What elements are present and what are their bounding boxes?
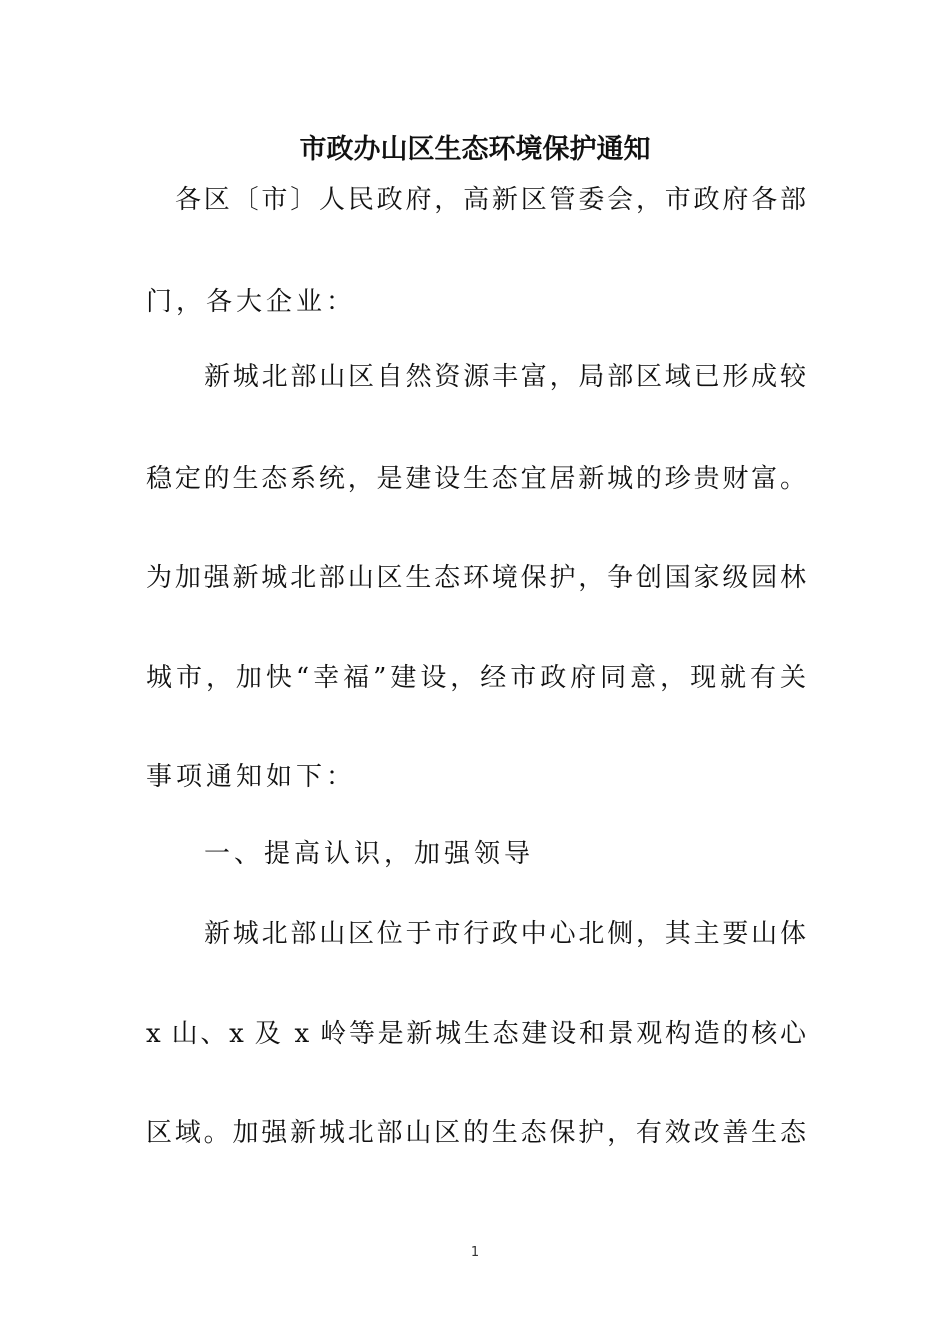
body-line-paragraph-1: 新城北部山区自然资源丰富，局部区域已形成较	[204, 362, 806, 392]
body-line-paragraph-1-cont: 为加强新城北部山区生态环境保护，争创国家级园林	[146, 563, 806, 593]
document-title: 市政办山区生态环境保护通知	[299, 134, 651, 165]
body-line-paragraph-2-cont: x 山、x 及 x 岭等是新城生态建设和景观构造的核心	[146, 1019, 806, 1049]
body-line-paragraph-2: 新城北部山区位于市行政中心北侧，其主要山体	[204, 919, 806, 949]
page-number: 1	[470, 1245, 480, 1260]
body-line-paragraph-1-cont: 事项通知如下：	[146, 762, 357, 792]
section-heading-1: 一、提高认识，加强领导	[204, 839, 535, 869]
body-line-paragraph-1-cont: 城市，加快“幸福”建设，经市政府同意，现就有关	[146, 663, 806, 693]
body-line-addressee-cont: 门，各大企业：	[146, 287, 357, 317]
body-line-addressee: 各区〔市〕人民政府，高新区管委会，市政府各部	[175, 185, 806, 215]
body-line-paragraph-2-cont: 区域。加强新城北部山区的生态保护，有效改善生态	[146, 1118, 806, 1148]
body-line-paragraph-1-cont: 稳定的生态系统，是建设生态宜居新城的珍贵财富。	[146, 464, 806, 494]
